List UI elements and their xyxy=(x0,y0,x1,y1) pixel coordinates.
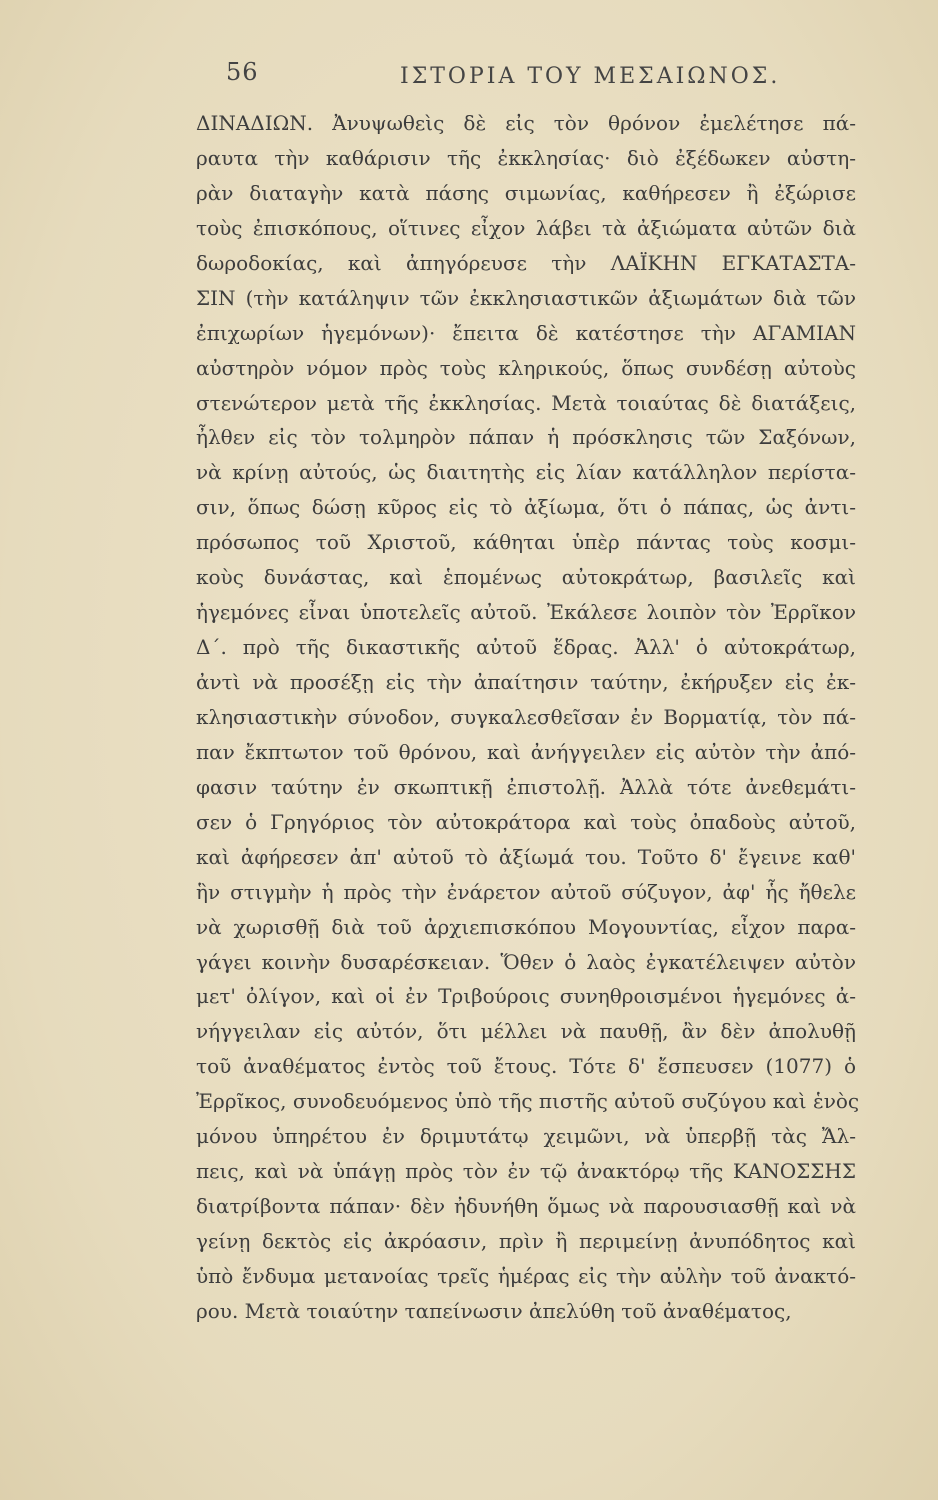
text-line: ἣν στιγμὴν ἡ πρὸς τὴν ἐνάρετον αὐτοῦ σύζυγον, ἀφ' ἧς ἤθελε xyxy=(196,879,856,904)
text-line: διατρίβοντα πάπαν· δὲν ἠδυνήθη ὅμως νὰ παρουσιασθῇ καὶ νὰ xyxy=(196,1194,856,1219)
text-line: πεις, καὶ νὰ ὑπάγῃ πρὸς τὸν ἐν τῷ ἀνακτόρῳ τῆς ΚΑΝΟΣΣΗΣ xyxy=(196,1159,856,1184)
text-line: ἐπιχωρίων ἡγεμόνων)· ἔπειτα δὲ κατέστησε τὴν ΑΓΑΜΙΑΝ xyxy=(196,320,856,345)
text-line: γάγει κοινὴν δυσαρέσκειαν. Ὅθεν ὁ λαὸς ἐγκατέλειψεν αὐτὸν xyxy=(196,949,856,974)
text-line: ὑπὸ ἔνδυμα μετανοίας τρεῖς ἡμέρας εἰς τὴν αὐλὴν τοῦ ἀνακτό- xyxy=(196,1263,856,1288)
text-line: σεν ὁ Γρηγόριος τὸν αὐτοκράτορα καὶ τοὺς ὀπαδοὺς αὐτοῦ, xyxy=(196,809,856,834)
text-line: νὰ χωρισθῇ διὰ τοῦ ἀρχιεπισκόπου Μογουντίας, εἶχον παρα- xyxy=(196,914,856,939)
text-line: φασιν ταύτην ἐν σκωπτικῇ ἐπιστολῇ. Ἀλλὰ τότε ἀνεθεμάτι- xyxy=(196,774,856,799)
text-line: κλησιαστικὴν σύνοδον, συγκαλεσθεῖσαν ἐν Βορματίᾳ, τὸν πά- xyxy=(196,704,856,729)
page-header xyxy=(0,58,938,98)
text-line: ραυτα τὴν καθάρισιν τῆς ἐκκλησίας· διὸ ἐξέδωκεν αὐστη- xyxy=(196,145,856,170)
text-line: τοῦ ἀναθέματος ἐντὸς τοῦ ἔτους. Τότε δ' ἔσπευσεν (1077) ὁ xyxy=(196,1054,856,1079)
text-line: ἦλθεν εἰς τὸν τολμηρὸν πάπαν ἡ πρόσκλησις τῶν Σαξόνων, xyxy=(196,425,856,450)
text-line: πρόσωπος τοῦ Χριστοῦ, κάθηται ὑπὲρ πάντας τοὺς κοσμι- xyxy=(196,530,856,555)
body-text xyxy=(196,106,860,1329)
text-line: σιν, ὅπως δώσῃ κῦρος εἰς τὸ ἀξίωμα, ὅτι ὁ πάπας, ὡς ἀντι- xyxy=(196,495,856,520)
text-line: μόνου ὑπηρέτου ἐν δριμυτάτῳ χειμῶνι, νὰ ὑπερβῇ τὰς Ἄλ- xyxy=(196,1124,856,1149)
text-line: τοὺς ἐπισκόπους, οἵτινες εἶχον λάβει τὰ ἀξιώματα αὐτῶν διὰ xyxy=(196,215,856,240)
text-line: μετ' ὀλίγον, καὶ οἱ ἐν Τριβούροις συνηθροισμένοι ἡγεμόνες ἀ- xyxy=(196,984,856,1009)
text-line: αὐστηρὸν νόμον πρὸς τοὺς κληρικούς, ὅπως συνδέσῃ αὐτοὺς xyxy=(196,355,856,380)
page-number: 56 xyxy=(226,58,259,86)
text-line: ρου. Μετὰ τοιαύτην ταπείνωσιν ἀπελύθη τοῦ ἀναθέματος, xyxy=(196,1298,792,1323)
text-line: δωροδοκίας, καὶ ἀπηγόρευσε τὴν ΛΑΪΚΗΝ ΕΓΚΑΤΑΣΤΑ- xyxy=(196,250,856,275)
text-line: παν ἔκπτωτον τοῦ θρόνου, καὶ ἀνήγγειλεν εἰς αὐτὸν τὴν ἀπό- xyxy=(196,739,856,764)
text-line: νὰ κρίνῃ αὐτούς, ὡς διαιτητὴς εἰς λίαν κατάλληλον περίστα- xyxy=(196,460,856,485)
text-line: ΔΙΝΑΔΙΩΝ. Ἀνυψωθεὶς δὲ εἰς τὸν θρόνον ἐμελέτησε πά- xyxy=(196,111,856,135)
running-title: ΙΣΤΟΡΙΑ ΤΟΥ ΜΕΣΑΙΩΝΟΣ. xyxy=(400,64,781,89)
text-line: ἀντὶ νὰ προσέξῃ εἰς τὴν ἀπαίτησιν ταύτην, ἐκήρυξεν εἰς ἐκ- xyxy=(196,670,856,694)
text-line: Δ΄. πρὸ τῆς δικαστικῆς αὐτοῦ ἕδρας. Ἀλλ' ὁ αὐτοκράτωρ, xyxy=(196,635,856,660)
text-line: νήγγειλαν εἰς αὐτόν, ὅτι μέλλει νὰ παυθῇ, ἂν δὲν ἀπολυθῇ xyxy=(196,1019,856,1044)
text-line: ἡγεμόνες εἶναι ὑποτελεῖς αὐτοῦ. Ἐκάλεσε λοιπὸν τὸν Ἐρρῖκον xyxy=(196,600,856,625)
text-line: ρὰν διαταγὴν κατὰ πάσης σιμωνίας, καθήρεσεν ἢ ἐξώρισε xyxy=(196,180,856,205)
text-line: ΣΙΝ (τὴν κατάληψιν τῶν ἐκκλησιαστικῶν ἀξιωμάτων διὰ τῶν xyxy=(196,285,856,310)
text-line: γείνῃ δεκτὸς εἰς ἀκρόασιν, πρὶν ἢ περιμείνῃ ἀνυπόδητος καὶ xyxy=(196,1229,856,1253)
text-line: στενώτερον μετὰ τῆς ἐκκλησίας. Μετὰ τοιαύτας δὲ διατάξεις, xyxy=(196,390,856,415)
text-line: Ἐρρῖκος, συνοδευόμενος ὑπὸ τῆς πιστῆς αὐτοῦ συζύγου καὶ ἑνὸς xyxy=(196,1089,860,1114)
text-line: καὶ ἀφήρεσεν ἀπ' αὐτοῦ τὸ ἀξίωμά του. Τοῦτο δ' ἔγεινε καθ' xyxy=(196,844,856,869)
text-line: κοὺς δυνάστας, καὶ ἑπομένως αὐτοκράτωρ, βασιλεῖς καὶ xyxy=(196,565,856,590)
